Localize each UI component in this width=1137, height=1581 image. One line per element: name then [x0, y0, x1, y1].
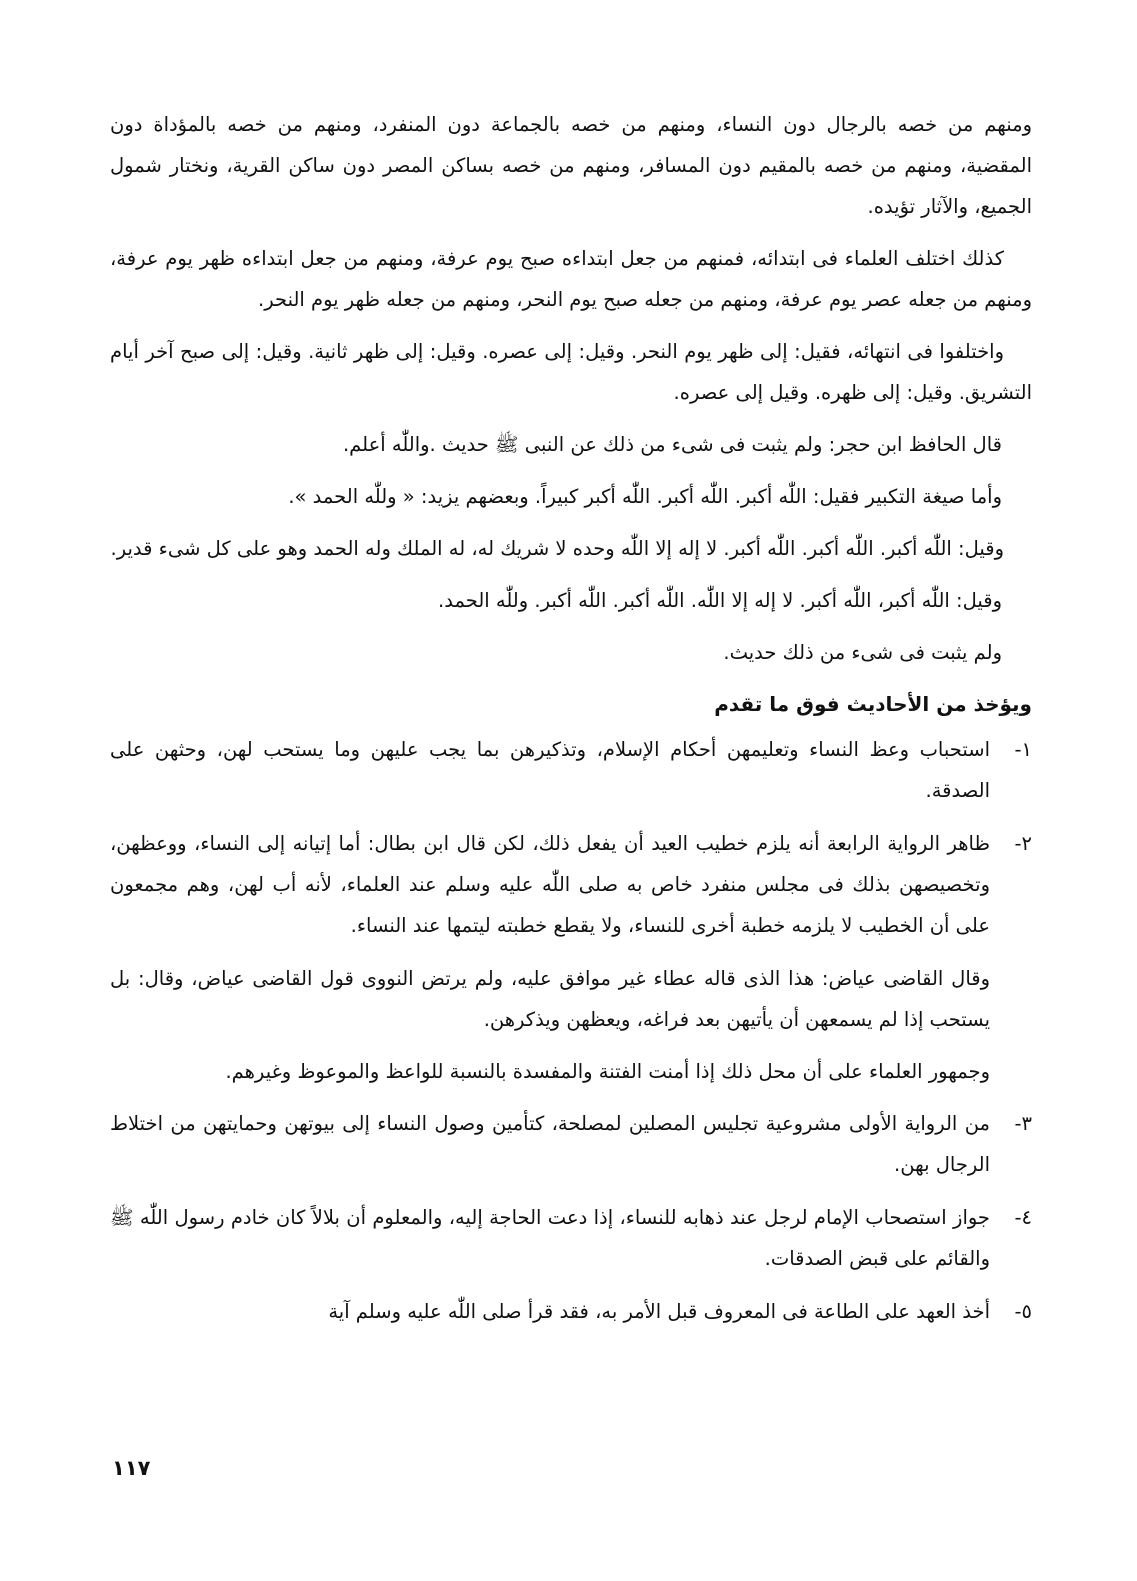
list-item-4 — [110, 1197, 1032, 1279]
paragraph-8: ولم يثبت فى شىء من ذلك حديث. — [723, 641, 1002, 664]
list-text: استحباب وعظ النساء وتعليمهن أحكام الإسلام، وتذكيرهن بما يجب عليهن وما يستحب لهن، وحثهن على الصدقة. — [110, 738, 990, 802]
list-number: ٣- — [1014, 1112, 1032, 1135]
list-item-1 — [110, 729, 1032, 811]
list-text: جواز استصحاب الإمام لرجل عند ذهابه للنساء، إذا دعت الحاجة إليه، والمعلوم أن بلالاً كان خادم رسول اللّٰه ﷺ والقائم على قبض الصدقات. — [110, 1206, 990, 1270]
paragraph-5: وأما صيغة التكبير فقيل: اللّٰه أكبر. اللّٰه أكبر. اللّٰه أكبر كبيراً. وبعضهم يزيد: « وللّٰه الحمد ». — [288, 485, 1002, 508]
page-body — [110, 104, 1032, 1344]
list-number: ٢- — [1014, 832, 1032, 855]
paragraph-4: قال الحافظ ابن حجر: ولم يثبت فى شىء من ذلك عن النبى ﷺ حديث .واللّٰه أعلم. — [342, 433, 1002, 456]
paragraph-7: وقيل: اللّٰه أكبر، اللّٰه أكبر. لا إله إلا اللّٰه. اللّٰه أكبر. اللّٰه أكبر. وللّٰه الحمد. — [438, 589, 1002, 612]
subparagraph-1: وقال القاضى عياض: هذا الذى قاله عطاء غير موافق عليه، ولم يرتض النووى قول القاضى عياض، وقال: بل يستحب إذا لم يسمعهن أن يأتيهن بعد فراغه، ويعظهن ويذكرهن. — [110, 967, 990, 1031]
list-item-2 — [110, 823, 1032, 946]
paragraph-3: واختلفوا فى انتهائه، فقيل: إلى ظهر يوم النحر. وقيل: إلى عصره. وقيل: إلى ظهر ثانية. وقيل: إلى صبح آخر أيام التشريق. وقيل: إلى ظهره. وقيل إلى عصره. — [110, 340, 1032, 404]
list-item-5 — [110, 1291, 1032, 1332]
list-number: ٤- — [1014, 1206, 1032, 1229]
page-number: ١١٧ — [112, 1456, 151, 1480]
list-item-3 — [110, 1103, 1032, 1185]
section-heading: ويؤخذ من الأحاديث فوق ما تقدم — [714, 692, 1032, 716]
list-number: ١- — [1014, 738, 1032, 761]
subparagraph-2: وجمهور العلماء على أن محل ذلك إذا أمنت الفتنة والمفسدة بالنسبة للواعظ والموعوظ وغيرهم. — [225, 1060, 990, 1083]
paragraph-2: كذلك اختلف العلماء فى ابتدائه، فمنهم من جعل ابتداءه صبح يوم عرفة، ومنهم من جعل ابتداءه ظهر يوم عرفة، ومنهم من جعله عصر يوم عرفة، ومنهم من جعله صبح يوم النحر، ومنهم من جعله ظهر يوم النحر. — [110, 247, 1032, 311]
list-text: من الرواية الأولى مشروعية تجليس المصلين لمصلحة، كتأمين وصول النساء إلى بيوتهن وحمايتهن من اختلاط الرجال بهن. — [110, 1112, 990, 1176]
list-text: ظاهر الرواية الرابعة أنه يلزم خطيب العيد أن يفعل ذلك، لكن قال ابن بطال: أما إتيانه إلى النساء، ووعظهن، وتخصيصهن بذلك فى مجلس منفرد خاص به صلى اللّٰه عليه وسلم عند العلماء، لأنه أب لهن، وهم مجمعون على أن الخطيب لا يلزمه خطبة أخرى للنساء، ولا يقطع خطبته ليتمها عند النساء. — [110, 832, 990, 937]
paragraph-6: وقيل: اللّٰه أكبر. اللّٰه أكبر. اللّٰه أكبر. لا إله إلا اللّٰه وحده لا شريك له، له الملك وله الحمد وهو على كل شىء قدير. — [110, 537, 1004, 560]
list-number: ٥- — [1014, 1300, 1032, 1323]
list-text: أخذ العهد على الطاعة فى المعروف قبل الأمر به، فقد قرأ صلى اللّٰه عليه وسلم آية — [328, 1300, 990, 1323]
paragraph-1: ومنهم من خصه بالرجال دون النساء، ومنهم من خصه بالجماعة دون المنفرد، ومنهم من خصه بالمؤداة دون المقضية، ومنهم من خصه بالمقيم دون المسافر، ومنهم من خصه بساكن المصر دون ساكن القرية، ونختار شمول الجميع، والآثار تؤيده. — [110, 113, 1032, 218]
